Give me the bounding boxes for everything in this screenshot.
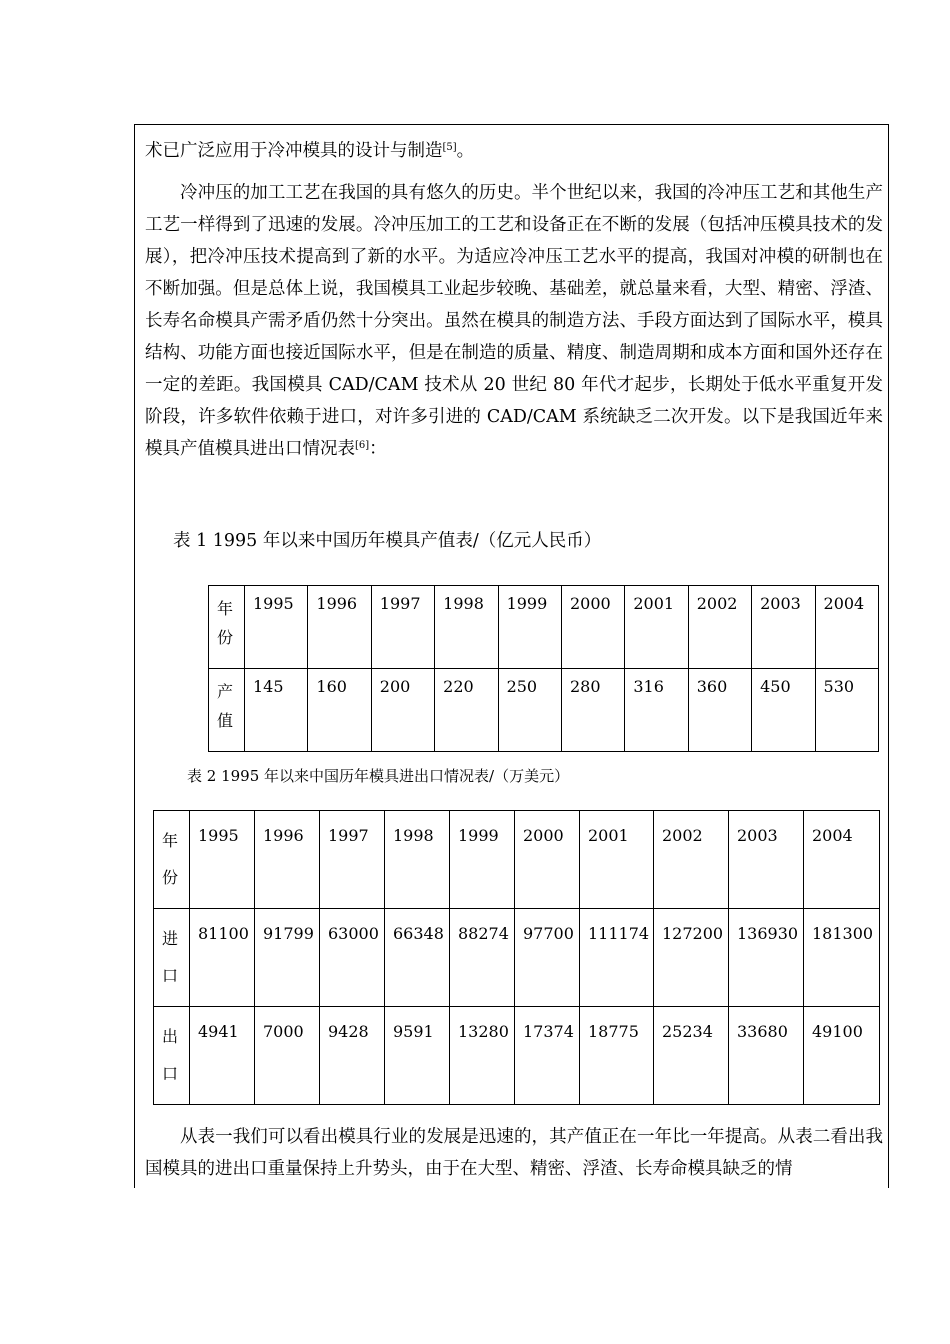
table-row	[154, 811, 880, 909]
table-cell: 127200	[654, 909, 729, 1007]
table-cell: 88274	[450, 909, 515, 1007]
table-cell: 1998	[435, 586, 498, 669]
citation-5: [5]	[442, 142, 457, 153]
table-cell: 33680	[729, 1007, 804, 1105]
table-cell: 530	[815, 669, 878, 752]
paragraph-3: 从表一我们可以看出模具行业的发展是迅速的，其产值正在一年比一年提高。从表二看出我国模具的进出口重量保持上升势头，由于在大型、精密、浮渣、长寿命模具缺乏的情	[145, 1127, 883, 1179]
table-cell: 2001	[580, 811, 654, 909]
table-cell: 9428	[320, 1007, 385, 1105]
output-value-table	[208, 585, 879, 752]
table-cell: 2001	[625, 586, 688, 669]
table-cell: 1999	[450, 811, 515, 909]
table-cell: 49100	[804, 1007, 880, 1105]
table-cell: 160	[308, 669, 371, 752]
table-cell: 1999	[498, 586, 561, 669]
table-cell: 136930	[729, 909, 804, 1007]
row-header-year: 年 份	[209, 586, 245, 669]
paragraph-1: 术已广泛应用于冷冲模具的设计与制造[5]。	[145, 141, 475, 161]
table-row	[209, 669, 879, 752]
table-cell: 145	[245, 669, 308, 752]
table-cell: 7000	[255, 1007, 320, 1105]
table-cell: 181300	[804, 909, 880, 1007]
table-cell: 66348	[385, 909, 450, 1007]
table-cell: 280	[561, 669, 624, 752]
table-cell: 1995	[245, 586, 308, 669]
table-cell: 1995	[190, 811, 255, 909]
paragraph-2: 冷冲压的加工工艺在我国的具有悠久的历史。半个世纪以来，我国的冷冲压工艺和其他生产工艺一样得到了迅速的发展。冷冲压加工的工艺和设备正在不断的发展（包括冲压模具技术的发展），把冷冲压技术提高到了新的水平。为适应冷冲压工艺水平的提高，我国对冲模的研制也在不断加强。但是总体上说，我国模具工业起步较晚、基础差，就总量来看，大型、精密、浮渣、长寿名命模具产需矛盾仍然十分突出。虽然在模具的制造方法、手段方面达到了国际水平，模具结构、功能方面也接近国际水平，但是在制造的质量、精度、制造周期和成本方面和国外还存在一定的差距。我国模具 CAD/CAM 技术从 20 世纪 80 年代才起步，长期处于低水平重复开发阶段，许多软件依赖于进口，对许多引进的 CAD/CAM 系统缺乏二次开发。以下是我国近年来模具产值模具进出口情况表[6]：	[145, 183, 883, 459]
table-cell: 2002	[688, 586, 751, 669]
table-cell: 2002	[654, 811, 729, 909]
table-row	[154, 1007, 880, 1105]
table2-caption: 表 2 1995 年以来中国历年模具进出口情况表/（万美元）	[187, 767, 570, 785]
row-header-year: 年 份	[154, 811, 190, 909]
table-cell: 111174	[580, 909, 654, 1007]
table-cell: 1998	[385, 811, 450, 909]
table-cell: 2003	[752, 586, 815, 669]
table-cell: 316	[625, 669, 688, 752]
citation-6: [6]	[355, 440, 370, 451]
table-cell: 1996	[308, 586, 371, 669]
import-export-table	[153, 810, 880, 1105]
table-row	[209, 586, 879, 669]
table-cell: 1996	[255, 811, 320, 909]
table-cell: 17374	[515, 1007, 580, 1105]
table-cell: 1997	[371, 586, 434, 669]
table-cell: 2000	[561, 586, 624, 669]
table-cell: 18775	[580, 1007, 654, 1105]
table-cell: 250	[498, 669, 561, 752]
table-cell: 9591	[385, 1007, 450, 1105]
table-cell: 4941	[190, 1007, 255, 1105]
table-cell: 63000	[320, 909, 385, 1007]
row-header-export: 出 口	[154, 1007, 190, 1105]
table-cell: 1997	[320, 811, 385, 909]
table-cell: 91799	[255, 909, 320, 1007]
table-cell: 2003	[729, 811, 804, 909]
table-cell: 13280	[450, 1007, 515, 1105]
document-frame	[134, 124, 889, 1188]
table-cell: 200	[371, 669, 434, 752]
table-cell: 81100	[190, 909, 255, 1007]
table-cell: 97700	[515, 909, 580, 1007]
table-cell: 450	[752, 669, 815, 752]
table-cell: 2004	[815, 586, 878, 669]
row-header-value: 产 值	[209, 669, 245, 752]
table-row	[154, 909, 880, 1007]
table-cell: 360	[688, 669, 751, 752]
table1-caption: 表 1 1995 年以来中国历年模具产值表/（亿元人民币）	[173, 531, 602, 551]
row-header-import: 进 口	[154, 909, 190, 1007]
table-cell: 220	[435, 669, 498, 752]
table-cell: 2000	[515, 811, 580, 909]
table-cell: 25234	[654, 1007, 729, 1105]
table-cell: 2004	[804, 811, 880, 909]
